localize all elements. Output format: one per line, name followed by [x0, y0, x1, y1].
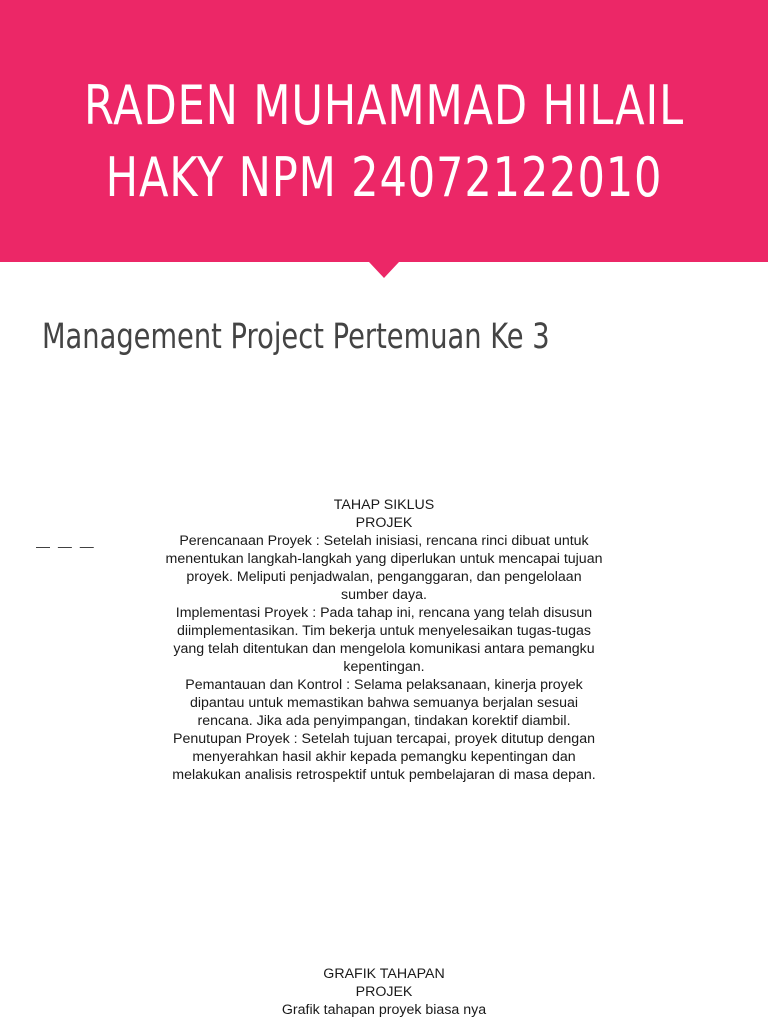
paragraph-penutupan: Penutupan Proyek : Setelah tujuan tercapai, proyek ditutup dengan menyerahkan hasil akhir kepada pemangku kepentingan dan melakukan analisis retrospektif untuk pembelajaran di masa depan.	[172, 731, 596, 783]
title-line-1: RADEN MUHAMMAD HILAIL	[84, 74, 684, 137]
title-line-2: HAKY NPM 24072122010	[105, 146, 663, 209]
chart-paragraph: Grafik tahapan proyek biasa nya	[281, 1002, 487, 1018]
title-banner	[0, 0, 768, 262]
banner-pointer	[369, 262, 399, 278]
slide-subtitle: Management Project Pertemuan Ke 3	[42, 317, 550, 357]
chart-section	[164, 965, 604, 1019]
slide-title	[77, 70, 691, 214]
paragraph-perencanaan: Perencanaan Proyek : Setelah inisiasi, rencana rinci dibuat untuk menentukan langkah-langkah yang diperlukan untuk mencapai tujuan proyek. Meliputi penjadwalan, penganggaran, dan pengelolaan sumber daya.	[165, 533, 603, 603]
cycle-section	[164, 496, 604, 784]
paragraph-implementasi: Implementasi Proyek : Pada tahap ini, rencana yang telah disusun diimplementasikan. Tim bekerja untuk menyelesaikan tugas-tugas yang telah ditentukan dan mengelola komunikasi antara pemangku kepentingan.	[173, 605, 595, 675]
dash-marker: — — —	[36, 538, 96, 554]
cycle-heading: TAHAP SIKLUS PROJEK	[333, 497, 435, 531]
paragraph-pemantauan: Pemantauan dan Kontrol : Selama pelaksanaan, kinerja proyek dipantau untuk memastikan bahwa semuanya berjalan sesuai rencana. Jika ada penyimpangan, tindakan korektif diambil.	[185, 677, 583, 729]
chart-heading: GRAFIK TAHAPAN PROJEK	[323, 966, 445, 1000]
